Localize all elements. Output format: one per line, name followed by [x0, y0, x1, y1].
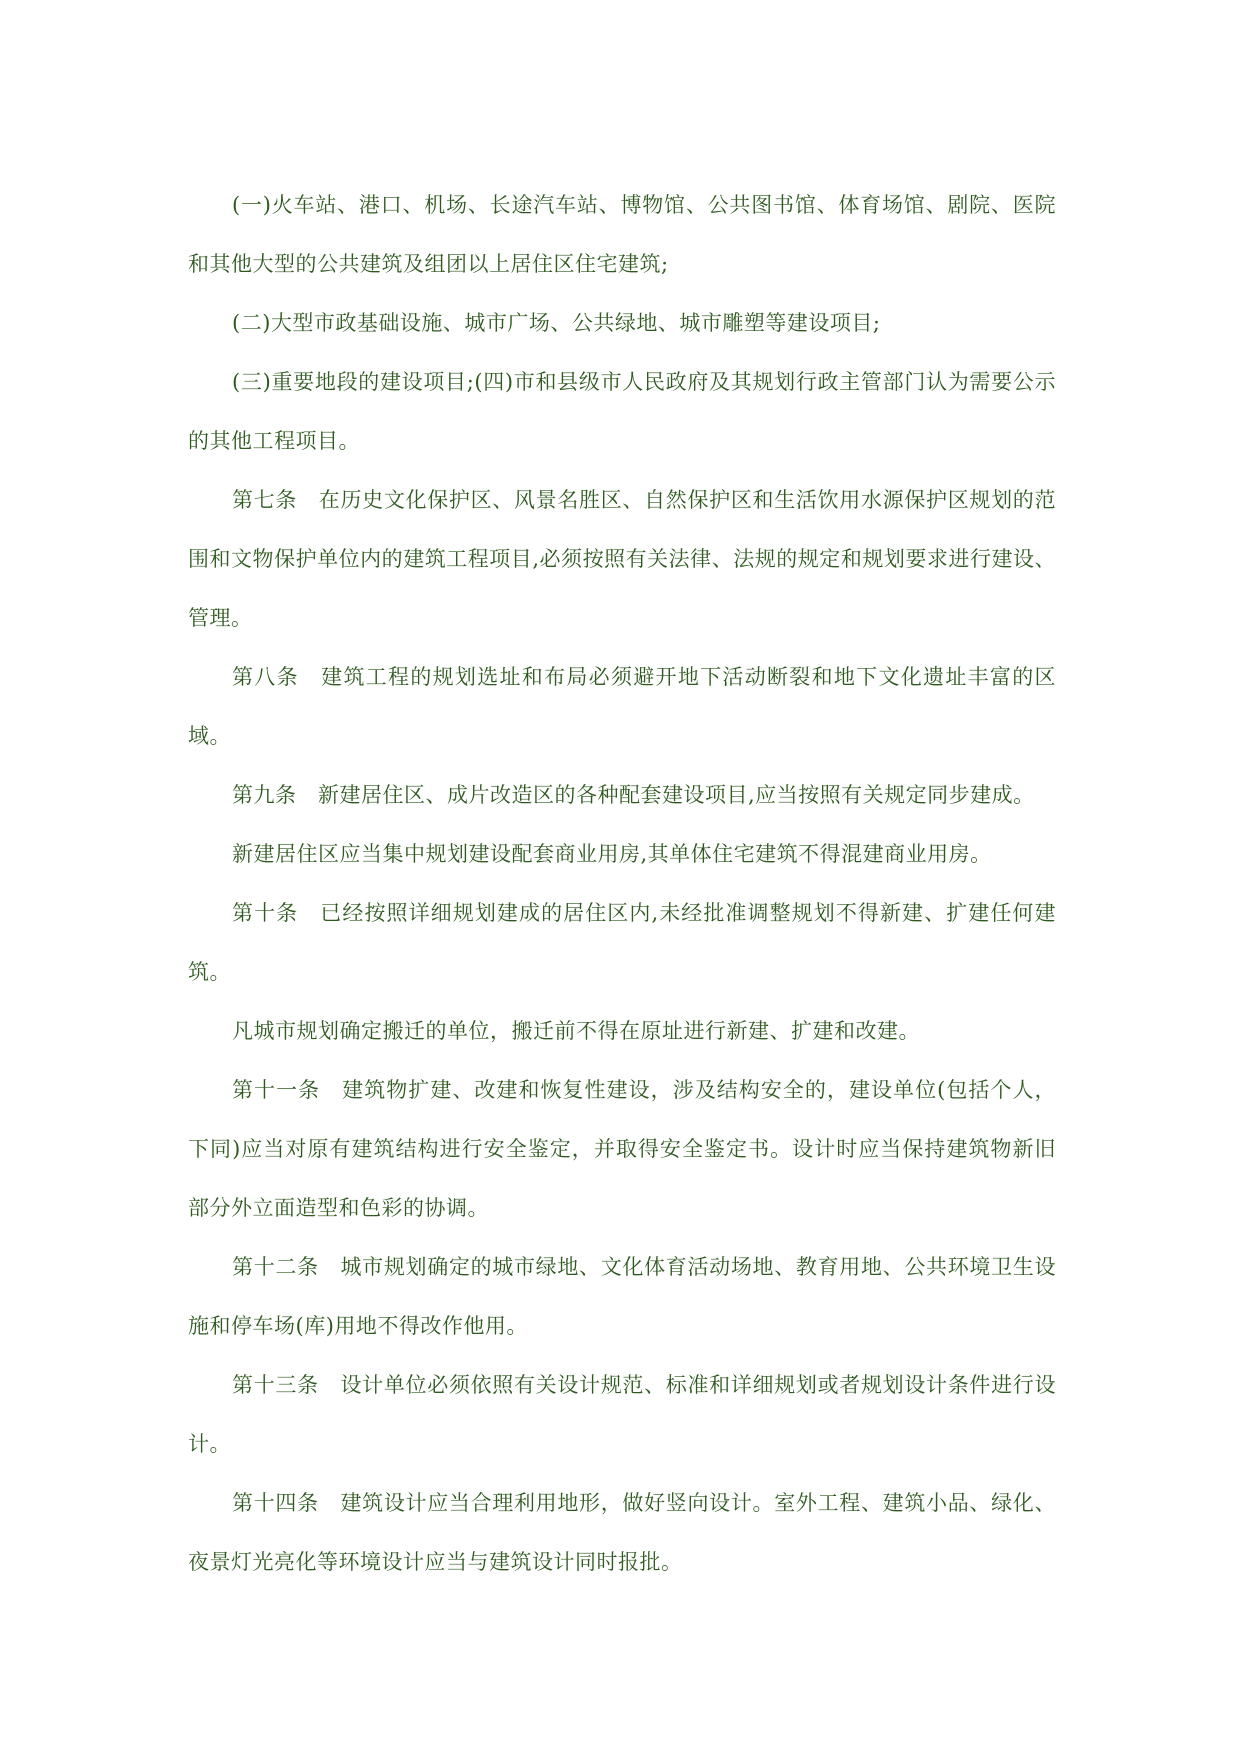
article-14-paragraph: 第十四条 建筑设计应当合理利用地形，做好竖向设计。室外工程、建筑小品、绿化、夜景灯光亮化等环境设计应当与建筑设计同时报批。 [188, 1491, 1056, 1574]
article-11-paragraph: 第十一条 建筑物扩建、改建和恢复性建设，涉及结构安全的，建设单位(包括个人，下同)应当对原有建筑结构进行安全鉴定，并取得安全鉴定书。设计时应当保持建筑物新旧部分外立面造型和色彩的协调。 [188, 1078, 1056, 1220]
article-10-continued-paragraph: 凡城市规划确定搬迁的单位，搬迁前不得在原址进行新建、扩建和改建。 [232, 1019, 920, 1043]
article-9-paragraph: 第九条 新建居住区、成片改造区的各种配套建设项目,应当按照有关规定同步建成。 [232, 783, 1035, 807]
paragraph-item-2: (二)大型市政基础设施、城市广场、公共绿地、城市雕塑等建设项目; [232, 311, 881, 335]
article-8-paragraph: 第八条 建筑工程的规划选址和布局必须避开地下活动断裂和地下文化遗址丰富的区域。 [188, 665, 1056, 748]
article-7-paragraph: 第七条 在历史文化保护区、风景名胜区、自然保护区和生活饮用水源保护区规划的范围和文物保护单位内的建筑工程项目,必须按照有关法律、法规的规定和规划要求进行建设、管理。 [188, 488, 1056, 630]
article-12-paragraph: 第十二条 城市规划确定的城市绿地、文化体育活动场地、教育用地、公共环境卫生设施和停车场(库)用地不得改作他用。 [188, 1255, 1056, 1338]
document-body [188, 176, 1056, 1592]
article-10-paragraph: 第十条 已经按照详细规划建成的居住区内,未经批准调整规划不得新建、扩建任何建筑。 [188, 901, 1056, 984]
article-13-paragraph: 第十三条 设计单位必须依照有关设计规范、标准和详细规划或者规划设计条件进行设计。 [188, 1373, 1056, 1456]
article-9-continued-paragraph: 新建居住区应当集中规划建设配套商业用房,其单体住宅建筑不得混建商业用房。 [232, 842, 992, 866]
paragraph-item-1: (一)火车站、港口、机场、长途汽车站、博物馆、公共图书馆、体育场馆、剧院、医院和其他大型的公共建筑及组团以上居住区住宅建筑; [188, 193, 1056, 276]
paragraph-item-3: (三)重要地段的建设项目;(四)市和县级市人民政府及其规划行政主管部门认为需要公示的其他工程项目。 [188, 370, 1056, 453]
